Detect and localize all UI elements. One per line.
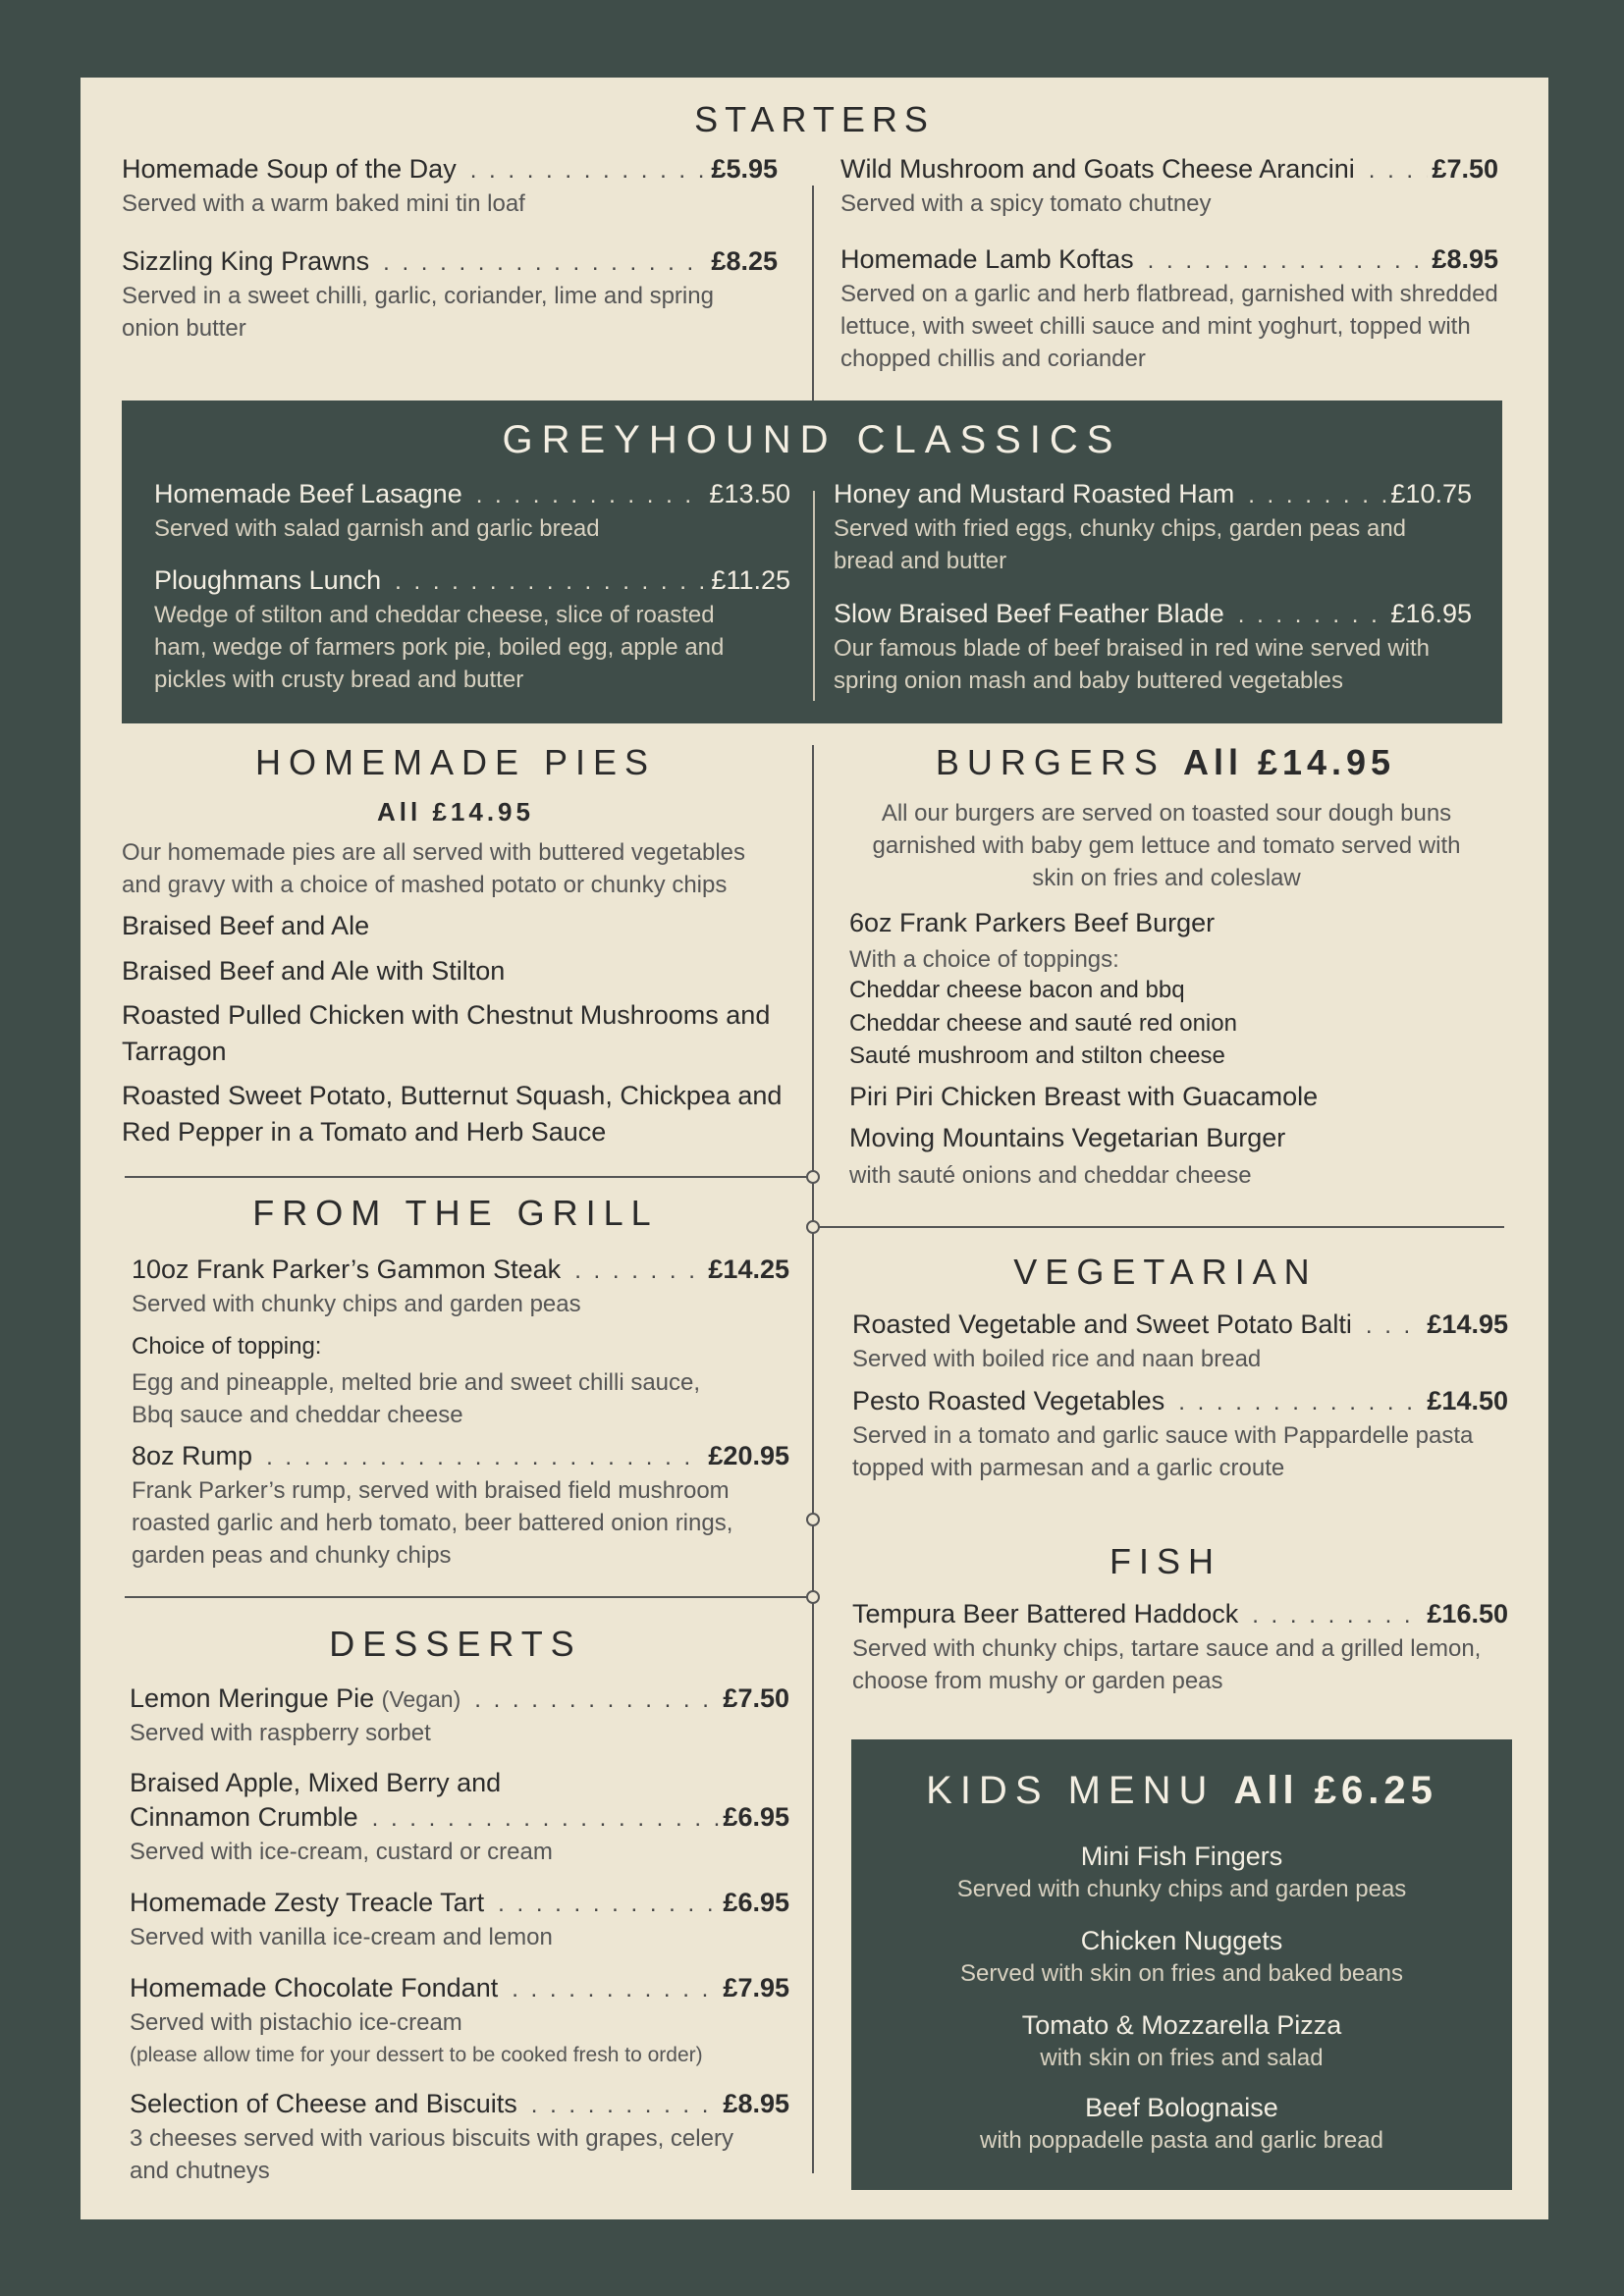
- classics-title: GREYHOUND CLASSICS: [502, 418, 1122, 461]
- kids-item: [851, 2010, 1512, 2072]
- item-price: £7.50: [1432, 154, 1498, 184]
- desserts-title: DESSERTS: [329, 1624, 582, 1664]
- kids-item: [851, 2093, 1512, 2155]
- item-name: Homemade Zesty Treacle Tart: [130, 1888, 485, 1917]
- item-price: £14.50: [1427, 1386, 1508, 1415]
- pies-intro: Our homemade pies are all served with buttered vegetables and gravy with a choice of mashed potato or chunky chips: [122, 839, 746, 898]
- burgers-veg-divider: [812, 1226, 1504, 1228]
- kids-item: [851, 1926, 1512, 1988]
- pie-item: Roasted Pulled Chicken with Chestnut Mushrooms and Tarragon: [122, 1000, 771, 1066]
- item-price: £16.50: [1427, 1599, 1508, 1629]
- pies-price: All £14.95: [377, 797, 534, 827]
- item-price: £16.95: [1390, 599, 1472, 628]
- item-name-text: Lemon Meringue Pie: [130, 1683, 375, 1713]
- grill-item: [132, 1255, 789, 1320]
- kids-title-text: KIDS MENU: [926, 1769, 1216, 1812]
- item-price: £7.95: [723, 1973, 789, 2002]
- item-desc: Served with a warm baked mini tin loaf: [122, 190, 525, 217]
- item-price: £13.50: [709, 479, 790, 508]
- item-desc: Served with raspberry sorbet: [130, 1720, 431, 1746]
- item-desc: Served with a spicy tomato chutney: [840, 190, 1212, 217]
- item-price: £6.95: [723, 1888, 789, 1917]
- grill-title: FROM THE GRILL: [252, 1193, 659, 1233]
- vegetarian-item: [852, 1386, 1508, 1484]
- classic-item: [834, 479, 1472, 577]
- item-price: £20.95: [708, 1441, 789, 1470]
- fish-title: FISH: [1109, 1541, 1221, 1581]
- kids-panel: [851, 1739, 1512, 2190]
- fish-item: [852, 1599, 1508, 1697]
- classic-item: [154, 479, 790, 545]
- item-name: Homemade Lamb Koftas: [840, 244, 1134, 274]
- item-price: £5.95: [711, 154, 778, 184]
- item-desc: Served with chunky chips, tartare sauce and a grilled lemon, choose from mushy or garden peas: [852, 1635, 1482, 1694]
- item-price: £8.95: [1432, 244, 1498, 274]
- starter-item: [122, 154, 778, 220]
- item-desc: Served with vanilla ice-cream and lemon: [130, 1924, 553, 1950]
- classics-panel: [122, 400, 1502, 723]
- item-price: £14.95: [1427, 1309, 1508, 1339]
- kids-price: All £6.25: [1233, 1769, 1437, 1812]
- item-desc: Served on a garlic and herb flatbread, garnished with shredded lettuce, with sweet chilli sauce and mint yoghurt, topped with chopped chillis and coriander: [840, 281, 1498, 372]
- item-name: [130, 1683, 460, 1714]
- item-desc: with skin on fries and salad: [1040, 2045, 1324, 2071]
- item-name: Cinnamon Crumble: [130, 1802, 358, 1832]
- starter-item: [122, 246, 778, 345]
- pie-item: Roasted Sweet Potato, Butternut Squash, Chickpea and Red Pepper in a Tomato and Herb Sauce: [122, 1081, 783, 1147]
- burger-topping: Sauté mushroom and stilton cheese: [849, 1042, 1225, 1069]
- burgers-title-text: BURGERS: [935, 742, 1165, 782]
- item-desc: Our famous blade of beef braised in red wine served with spring onion mash and baby buttered vegetables: [834, 635, 1430, 694]
- burger-item: Piri Piri Chicken Breast with Guacamole: [849, 1082, 1319, 1111]
- dessert-item: [130, 1973, 789, 2071]
- item-price: £8.95: [723, 2089, 789, 2118]
- menu-page: [81, 78, 1548, 2219]
- classic-item: [834, 599, 1472, 697]
- item-name: Homemade Beef Lasagne: [154, 479, 462, 508]
- burger-item-desc: with sauté onions and cheddar cheese: [849, 1162, 1252, 1189]
- burgers-title: [827, 742, 1504, 783]
- burger-item: 6oz Frank Parkers Beef Burger: [849, 908, 1216, 937]
- item-name-line1: Braised Apple, Mixed Berry and: [130, 1768, 502, 1797]
- starters-title: STARTERS: [694, 99, 935, 139]
- item-desc: Wedge of stilton and cheddar cheese, slice of roasted ham, wedge of farmers pork pie, boiled egg, apple and pickles with crusty bread and butter: [154, 602, 725, 693]
- burger-topping: Cheddar cheese bacon and bbq: [849, 977, 1185, 1003]
- item-desc: Served with skin on fries and baked beans: [960, 1960, 1403, 1987]
- item-price: £10.75: [1390, 479, 1472, 508]
- item-desc: Served with salad garnish and garlic bread: [154, 515, 600, 542]
- pie-item: Braised Beef and Ale with Stilton: [122, 956, 506, 986]
- grill-item: [132, 1441, 789, 1572]
- item-note: (please allow time for your dessert to be cooked fresh to order): [130, 2044, 703, 2066]
- kids-title: [851, 1769, 1512, 1813]
- item-desc: Frank Parker’s rump, served with braised field mushroom roasted garlic and herb tomato, beer battered onion rings, garden peas and chunky chips: [132, 1477, 733, 1569]
- item-name: 10oz Frank Parker’s Gammon Steak: [132, 1255, 562, 1284]
- divider-node: [806, 1170, 820, 1184]
- item-name: 8oz Rump: [132, 1441, 253, 1470]
- item-name: Beef Bolognaise: [1085, 2093, 1278, 2122]
- dessert-item: [130, 1768, 789, 1868]
- burger-item: Moving Mountains Vegetarian Burger: [849, 1123, 1286, 1152]
- grill-choice-desc: Egg and pineapple, melted brie and sweet chilli sauce, Bbq sauce and cheddar cheese: [132, 1369, 701, 1428]
- item-name: Tempura Beer Battered Haddock: [852, 1599, 1239, 1629]
- burgers-intro: All our burgers are served on toasted sour dough buns garnished with baby gem lettuce and tomato served with skin on fries and coleslaw: [872, 800, 1461, 891]
- item-note: (Vegan): [381, 1686, 461, 1712]
- item-desc: Served with ice-cream, custard or cream: [130, 1839, 553, 1865]
- item-price: £7.50: [723, 1683, 789, 1713]
- item-desc: Served with boiled rice and naan bread: [852, 1346, 1262, 1372]
- item-price: £6.95: [723, 1802, 789, 1832]
- divider-node: [806, 1220, 820, 1234]
- item-desc: with poppadelle pasta and garlic bread: [980, 2127, 1383, 2154]
- item-name: Honey and Mustard Roasted Ham: [834, 479, 1235, 508]
- item-name: Slow Braised Beef Feather Blade: [834, 599, 1224, 628]
- burgers-price: All £14.95: [1182, 742, 1396, 782]
- item-price: £14.25: [708, 1255, 789, 1284]
- item-name: Pesto Roasted Vegetables: [852, 1386, 1165, 1415]
- dessert-item: [130, 2089, 789, 2187]
- dessert-item: [130, 1683, 789, 1749]
- pies-grill-divider: [125, 1176, 812, 1178]
- item-price: £11.25: [711, 565, 790, 595]
- item-price: £8.25: [711, 246, 778, 276]
- item-name: Mini Fish Fingers: [1080, 1842, 1283, 1871]
- grill-choice-label: Choice of topping:: [132, 1333, 322, 1360]
- classic-item: [154, 565, 790, 696]
- burger-choice-label: With a choice of toppings:: [849, 946, 1119, 973]
- item-name: Ploughmans Lunch: [154, 565, 382, 595]
- item-name: Chicken Nuggets: [1080, 1926, 1283, 1955]
- divider-node: [806, 1513, 820, 1526]
- item-name: Wild Mushroom and Goats Cheese Arancini: [840, 154, 1355, 184]
- grill-desserts-divider: [125, 1596, 812, 1598]
- item-desc: Served with pistachio ice-cream: [130, 2009, 462, 2036]
- vegetarian-item: [852, 1309, 1508, 1375]
- item-desc: Served with chunky chips and garden peas: [132, 1291, 581, 1317]
- kids-item: [851, 1842, 1512, 1903]
- item-name: Sizzling King Prawns: [122, 246, 370, 276]
- pies-title: HOMEMADE PIES: [254, 742, 657, 782]
- item-desc: Served in a tomato and garlic sauce with Pappardelle pasta topped with parmesan and a garlic croute: [852, 1422, 1474, 1481]
- item-name: Homemade Soup of the Day: [122, 154, 457, 184]
- starter-item: [840, 154, 1498, 220]
- divider-node: [806, 1590, 820, 1604]
- center-divider: [812, 745, 814, 2173]
- item-name: Homemade Chocolate Fondant: [130, 1973, 499, 2002]
- starter-item: [840, 244, 1498, 375]
- item-name: Selection of Cheese and Biscuits: [130, 2089, 517, 2118]
- item-desc: Served in a sweet chilli, garlic, coriander, lime and spring onion butter: [122, 283, 714, 342]
- item-desc: Served with chunky chips and garden peas: [956, 1876, 1407, 1902]
- item-name: Roasted Vegetable and Sweet Potato Balti: [852, 1309, 1352, 1339]
- dessert-item: [130, 1888, 789, 1953]
- pie-item: Braised Beef and Ale: [122, 911, 370, 940]
- item-desc: 3 cheeses served with various biscuits with grapes, celery and chutneys: [130, 2125, 733, 2184]
- burger-topping: Cheddar cheese and sauté red onion: [849, 1010, 1237, 1037]
- item-name: Tomato & Mozzarella Pizza: [1021, 2010, 1342, 2040]
- classics-divider: [813, 491, 815, 701]
- vegetarian-title: VEGETARIAN: [1013, 1252, 1318, 1292]
- item-desc: Served with fried eggs, chunky chips, garden peas and bread and butter: [834, 515, 1407, 574]
